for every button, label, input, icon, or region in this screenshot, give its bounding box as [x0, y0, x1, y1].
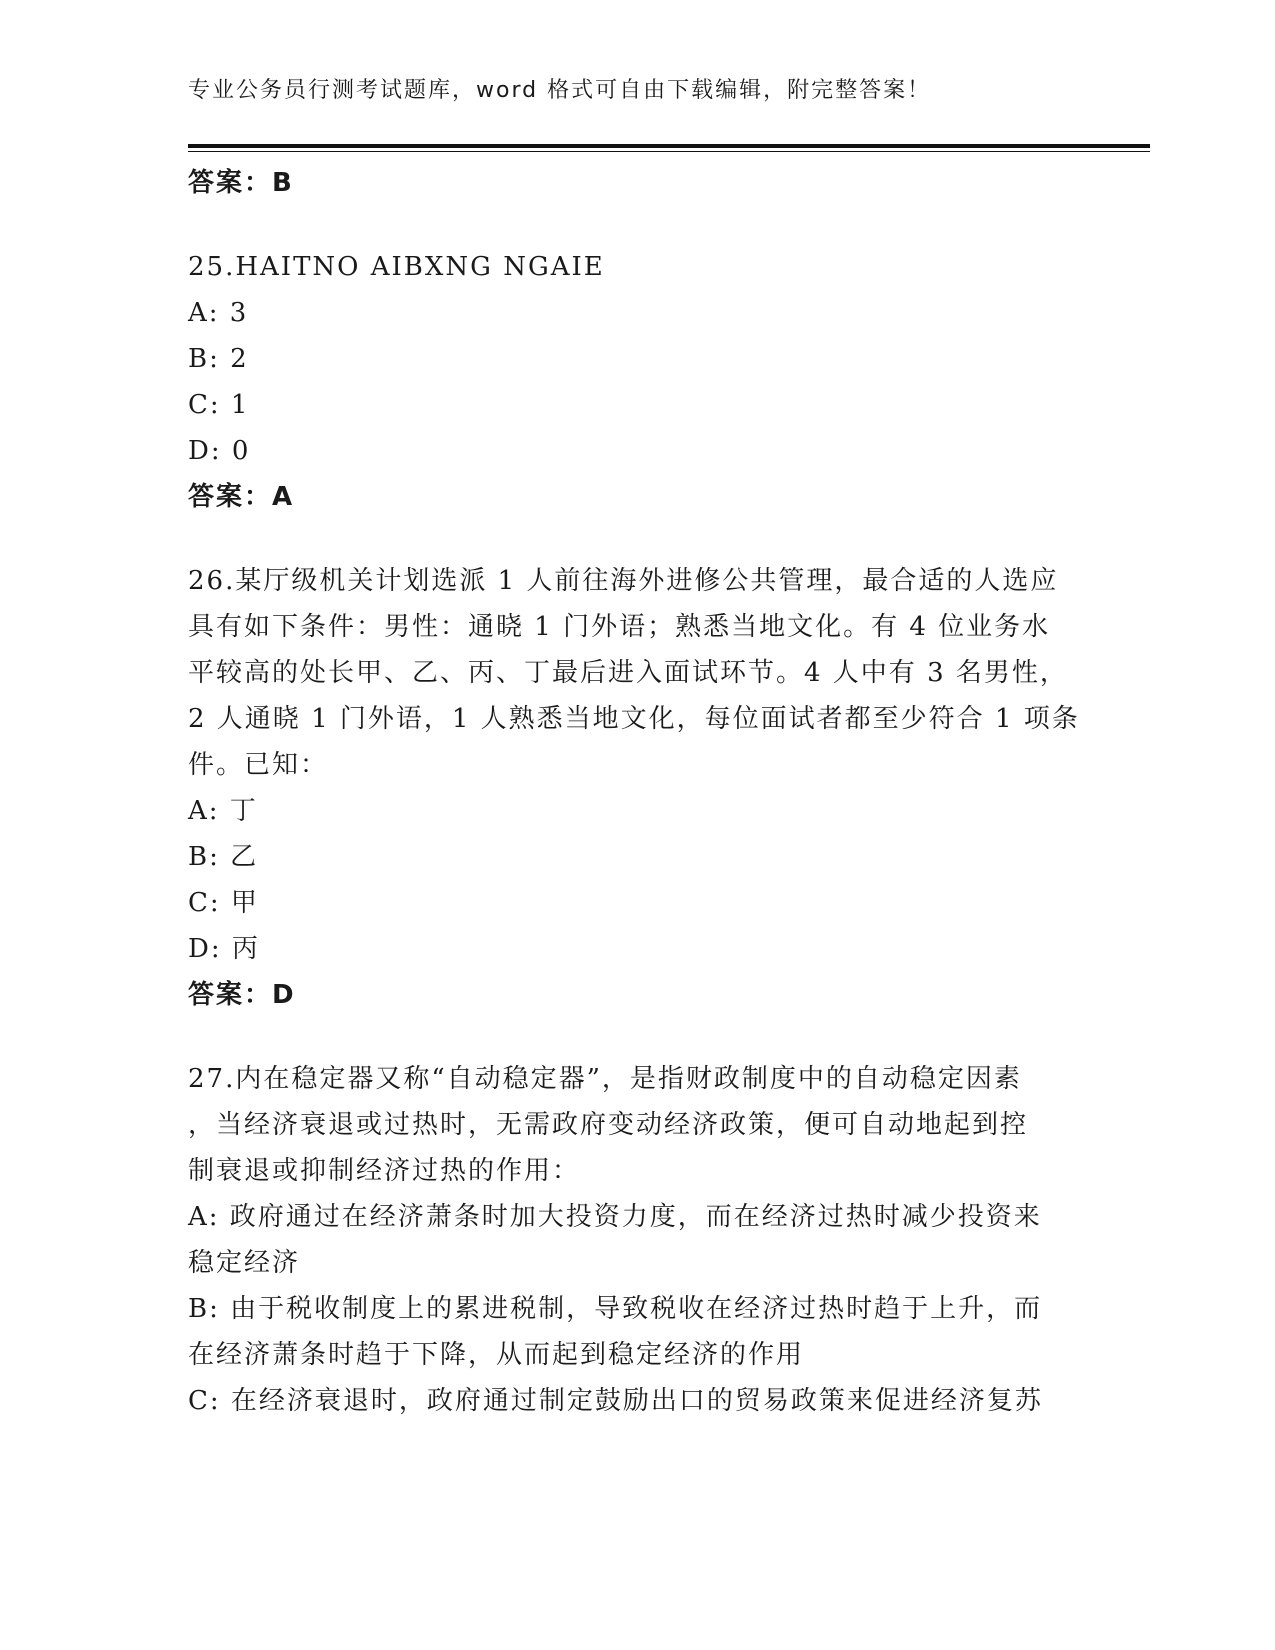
answer-q26: 答案：D — [188, 980, 296, 1010]
question-27 — [188, 1056, 1078, 1424]
document-body — [188, 160, 1078, 1424]
option-b-continued: 在经济萧条时趋于下降，从而起到稳定经济的作用 — [188, 1340, 805, 1370]
header-rule-thin — [188, 151, 1150, 152]
question-stem-line: 27.内在稳定器又称“自动稳定器”，是指财政制度中的自动稳定因素 — [188, 1064, 1022, 1094]
option-c: C: 1 — [188, 390, 250, 420]
question-stem-line: ，当经济衰退或过热时，无需政府变动经济政策，便可自动地起到控 — [188, 1110, 1029, 1140]
question-stem-line: 制衰退或抑制经济过热的作用： — [188, 1156, 581, 1186]
option-d: D: 丙 — [188, 934, 260, 964]
option-a-continued: 稳定经济 — [188, 1248, 301, 1278]
question-stem-line: 平较高的处长甲、乙、丙、丁最后进入面试环节。4 人中有 3 名男性， — [188, 658, 1068, 688]
answer-q24: 答案：B — [188, 168, 294, 198]
question-25 — [188, 244, 1078, 520]
option-b: B: 由于税收制度上的累进税制，导致税收在经济过热时趋于上升，而 — [188, 1294, 1043, 1324]
option-c: C: 在经济衰退时，政府通过制定鼓励出口的贸易政策来促进经济复苏 — [188, 1386, 1043, 1416]
answer-q25: 答案：A — [188, 482, 295, 512]
option-b: B: 2 — [188, 344, 249, 374]
page-header: 专业公务员行测考试题库，word 格式可自由下载编辑，附完整答案！ — [188, 78, 932, 103]
option-b: B: 乙 — [188, 842, 259, 872]
option-a: A: 政府通过在经济萧条时加大投资力度，而在经济过热时减少投资来 — [188, 1202, 1042, 1232]
question-26 — [188, 558, 1078, 1018]
option-d: D: 0 — [188, 436, 251, 466]
option-a: A: 3 — [188, 298, 249, 328]
question-stem-line: 件。已知： — [188, 750, 329, 780]
option-c: C: 甲 — [188, 888, 259, 918]
option-a: A: 丁 — [188, 796, 258, 826]
question-stem-line: 具有如下条件：男性：通晓 1 门外语；熟悉当地文化。有 4 位业务水 — [188, 612, 1051, 642]
question-stem-line: 25.HAITNO AIBXNG NGAIE — [188, 252, 605, 282]
question-stem-line: 26.某厅级机关计划选派 1 人前往海外进修公共管理，最合适的人选应 — [188, 566, 1059, 596]
question-stem-line: 2 人通晓 1 门外语，1 人熟悉当地文化，每位面试者都至少符合 1 项条 — [188, 704, 1080, 734]
header-rule-thick — [188, 144, 1150, 148]
